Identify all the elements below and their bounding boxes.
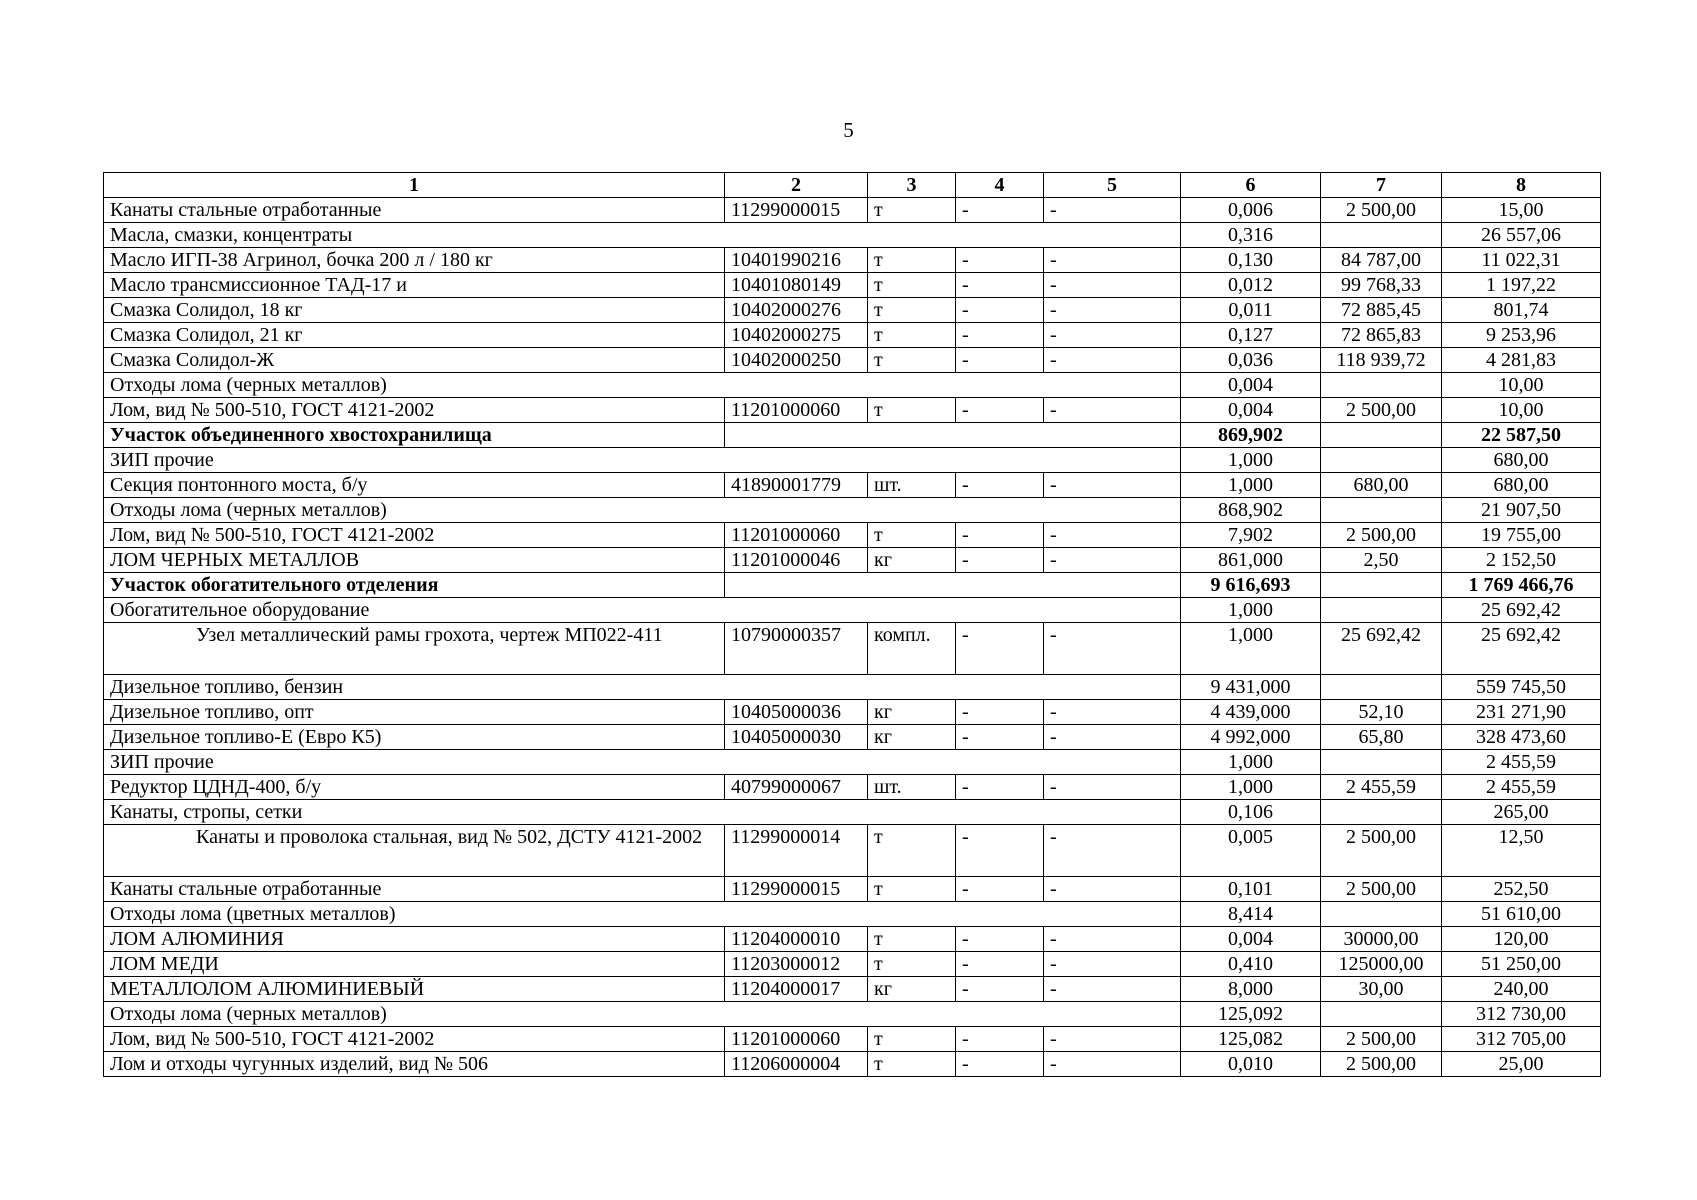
item-price: 2 500,00 — [1321, 398, 1442, 423]
item-quantity: 0,004 — [1181, 398, 1321, 423]
item-quantity: 861,000 — [1181, 548, 1321, 573]
section-merged-empty — [725, 423, 1181, 448]
item-col4: - — [956, 398, 1044, 423]
item-sum: 15,00 — [1442, 198, 1601, 223]
item-unit: т — [868, 825, 956, 877]
item-price: 2 500,00 — [1321, 198, 1442, 223]
item-code: 11204000017 — [725, 977, 868, 1002]
group-row — [104, 223, 1601, 248]
group-quantity: 1,000 — [1181, 750, 1321, 775]
group-name: Дизельное топливо, бензин — [104, 675, 1181, 700]
group-price-empty — [1321, 448, 1442, 473]
group-price-empty — [1321, 373, 1442, 398]
group-row — [104, 498, 1601, 523]
item-code: 10402000250 — [725, 348, 868, 373]
item-price: 65,80 — [1321, 725, 1442, 750]
item-name: ЛОМ МЕДИ — [104, 952, 725, 977]
item-code: 11201000060 — [725, 398, 868, 423]
group-quantity: 0,106 — [1181, 800, 1321, 825]
item-sum: 25 692,42 — [1442, 623, 1601, 675]
item-quantity: 0,006 — [1181, 198, 1321, 223]
item-quantity: 0,127 — [1181, 323, 1321, 348]
group-row — [104, 448, 1601, 473]
section-price-empty — [1321, 573, 1442, 598]
item-code: 10790000357 — [725, 623, 868, 675]
item-quantity: 1,000 — [1181, 775, 1321, 800]
item-name: Узел металлический рамы грохота, чертеж МП022-411 — [104, 623, 725, 675]
item-row — [104, 1052, 1601, 1077]
item-price: 118 939,72 — [1321, 348, 1442, 373]
item-sum: 1 197,22 — [1442, 273, 1601, 298]
item-col5: - — [1044, 700, 1181, 725]
section-merged-empty — [725, 573, 1181, 598]
item-code: 11299000015 — [725, 877, 868, 902]
group-name: Масла, смазки, концентраты — [104, 223, 1181, 248]
item-col5: - — [1044, 198, 1181, 223]
item-unit: т — [868, 348, 956, 373]
item-unit: т — [868, 523, 956, 548]
item-code: 41890001779 — [725, 473, 868, 498]
item-price: 99 768,33 — [1321, 273, 1442, 298]
item-unit: т — [868, 1027, 956, 1052]
item-price: 125000,00 — [1321, 952, 1442, 977]
group-price-empty — [1321, 223, 1442, 248]
item-price: 2 500,00 — [1321, 877, 1442, 902]
item-unit: кг — [868, 700, 956, 725]
group-sum: 26 557,06 — [1442, 223, 1601, 248]
item-price: 84 787,00 — [1321, 248, 1442, 273]
group-name: Отходы лома (черных металлов) — [104, 373, 1181, 398]
item-quantity: 125,082 — [1181, 1027, 1321, 1052]
item-col4: - — [956, 977, 1044, 1002]
item-row — [104, 348, 1601, 373]
item-name: Канаты и проволока стальная, вид № 502, ДСТУ 4121-2002 — [104, 825, 725, 877]
inventory-table — [103, 172, 1601, 1077]
item-code: 11203000012 — [725, 952, 868, 977]
group-price-empty — [1321, 750, 1442, 775]
item-col5: - — [1044, 977, 1181, 1002]
item-col4: - — [956, 273, 1044, 298]
group-price-empty — [1321, 675, 1442, 700]
section-sum: 22 587,50 — [1442, 423, 1601, 448]
item-sum: 312 705,00 — [1442, 1027, 1601, 1052]
group-name: Отходы лома (цветных металлов) — [104, 902, 1181, 927]
item-quantity: 0,005 — [1181, 825, 1321, 877]
item-col4: - — [956, 323, 1044, 348]
item-sum: 11 022,31 — [1442, 248, 1601, 273]
section-name: Участок объединенного хвостохранилища — [104, 423, 725, 448]
item-row — [104, 273, 1601, 298]
item-col5: - — [1044, 248, 1181, 273]
item-col4: - — [956, 725, 1044, 750]
item-sum: 12,50 — [1442, 825, 1601, 877]
item-col4: - — [956, 348, 1044, 373]
item-col4: - — [956, 548, 1044, 573]
item-code: 10402000275 — [725, 323, 868, 348]
item-price: 2 500,00 — [1321, 1027, 1442, 1052]
section-name: Участок обогатительного отделения — [104, 573, 725, 598]
header-cell: 4 — [956, 173, 1044, 198]
item-price: 680,00 — [1321, 473, 1442, 498]
item-col5: - — [1044, 323, 1181, 348]
item-row — [104, 825, 1601, 877]
item-col5: - — [1044, 398, 1181, 423]
item-code: 10401990216 — [725, 248, 868, 273]
item-row — [104, 977, 1601, 1002]
item-row — [104, 927, 1601, 952]
group-quantity: 1,000 — [1181, 448, 1321, 473]
item-unit: т — [868, 198, 956, 223]
item-row — [104, 473, 1601, 498]
group-quantity: 9 431,000 — [1181, 675, 1321, 700]
group-sum: 51 610,00 — [1442, 902, 1601, 927]
group-price-empty — [1321, 498, 1442, 523]
item-sum: 25,00 — [1442, 1052, 1601, 1077]
item-name: Масло трансмиссионное ТАД-17 и — [104, 273, 725, 298]
item-unit: шт. — [868, 473, 956, 498]
item-name: Смазка Солидол, 21 кг — [104, 323, 725, 348]
item-col4: - — [956, 775, 1044, 800]
item-sum: 252,50 — [1442, 877, 1601, 902]
item-name: Редуктор ЦДНД-400, б/у — [104, 775, 725, 800]
header-row — [104, 173, 1601, 198]
section-price-empty — [1321, 423, 1442, 448]
group-quantity: 0,316 — [1181, 223, 1321, 248]
item-col5: - — [1044, 548, 1181, 573]
item-unit: компл. — [868, 623, 956, 675]
item-col5: - — [1044, 273, 1181, 298]
group-price-empty — [1321, 902, 1442, 927]
item-col5: - — [1044, 825, 1181, 877]
item-col5: - — [1044, 877, 1181, 902]
item-row — [104, 775, 1601, 800]
item-price: 72 885,45 — [1321, 298, 1442, 323]
item-name: Смазка Солидол-Ж — [104, 348, 725, 373]
group-sum: 10,00 — [1442, 373, 1601, 398]
item-col4: - — [956, 473, 1044, 498]
item-row — [104, 298, 1601, 323]
item-col5: - — [1044, 523, 1181, 548]
item-row — [104, 548, 1601, 573]
item-unit: т — [868, 323, 956, 348]
group-name: Канаты, стропы, сетки — [104, 800, 1181, 825]
item-col4: - — [956, 523, 1044, 548]
section-row — [104, 423, 1601, 448]
item-sum: 328 473,60 — [1442, 725, 1601, 750]
item-sum: 680,00 — [1442, 473, 1601, 498]
item-quantity: 4 992,000 — [1181, 725, 1321, 750]
item-unit: т — [868, 952, 956, 977]
item-code: 11206000004 — [725, 1052, 868, 1077]
item-sum: 19 755,00 — [1442, 523, 1601, 548]
item-col4: - — [956, 700, 1044, 725]
item-row — [104, 952, 1601, 977]
header-cell: 3 — [868, 173, 956, 198]
group-sum: 2 455,59 — [1442, 750, 1601, 775]
item-price: 30000,00 — [1321, 927, 1442, 952]
item-code: 11299000015 — [725, 198, 868, 223]
item-unit: кг — [868, 977, 956, 1002]
item-col4: - — [956, 877, 1044, 902]
group-row — [104, 598, 1601, 623]
item-name: Масло ИГП-38 Агринол, бочка 200 л / 180 кг — [104, 248, 725, 273]
item-quantity: 0,011 — [1181, 298, 1321, 323]
item-col4: - — [956, 1027, 1044, 1052]
item-name: Секция понтонного моста, б/у — [104, 473, 725, 498]
group-quantity: 868,902 — [1181, 498, 1321, 523]
item-name: Канаты стальные отработанные — [104, 877, 725, 902]
header-cell: 1 — [104, 173, 725, 198]
item-name: ЛОМ ЧЕРНЫХ МЕТАЛЛОВ — [104, 548, 725, 573]
group-sum: 559 745,50 — [1442, 675, 1601, 700]
item-code: 11201000046 — [725, 548, 868, 573]
item-quantity: 0,410 — [1181, 952, 1321, 977]
item-price: 2 455,59 — [1321, 775, 1442, 800]
group-quantity: 8,414 — [1181, 902, 1321, 927]
item-row — [104, 523, 1601, 548]
item-sum: 231 271,90 — [1442, 700, 1601, 725]
item-quantity: 7,902 — [1181, 523, 1321, 548]
item-code: 10405000030 — [725, 725, 868, 750]
item-row — [104, 398, 1601, 423]
item-col4: - — [956, 248, 1044, 273]
item-row — [104, 725, 1601, 750]
item-col5: - — [1044, 725, 1181, 750]
item-code: 11201000060 — [725, 523, 868, 548]
item-code: 10402000276 — [725, 298, 868, 323]
group-row — [104, 902, 1601, 927]
item-col4: - — [956, 1052, 1044, 1077]
item-row — [104, 1027, 1601, 1052]
item-row — [104, 323, 1601, 348]
item-col5: - — [1044, 927, 1181, 952]
item-price: 52,10 — [1321, 700, 1442, 725]
group-row — [104, 373, 1601, 398]
item-name: Смазка Солидол, 18 кг — [104, 298, 725, 323]
item-code: 10405000036 — [725, 700, 868, 725]
item-quantity: 8,000 — [1181, 977, 1321, 1002]
group-name: Отходы лома (черных металлов) — [104, 1002, 1181, 1027]
item-col4: - — [956, 927, 1044, 952]
section-quantity: 869,902 — [1181, 423, 1321, 448]
item-sum: 2 455,59 — [1442, 775, 1601, 800]
item-name: Лом, вид № 500-510, ГОСТ 4121-2002 — [104, 523, 725, 548]
item-sum: 9 253,96 — [1442, 323, 1601, 348]
item-price: 2,50 — [1321, 548, 1442, 573]
group-quantity: 1,000 — [1181, 598, 1321, 623]
header-cell: 6 — [1181, 173, 1321, 198]
item-price: 2 500,00 — [1321, 523, 1442, 548]
item-col5: - — [1044, 348, 1181, 373]
group-price-empty — [1321, 800, 1442, 825]
group-sum: 265,00 — [1442, 800, 1601, 825]
item-code: 11299000014 — [725, 825, 868, 877]
section-sum: 1 769 466,76 — [1442, 573, 1601, 598]
item-unit: т — [868, 273, 956, 298]
item-name: Лом и отходы чугунных изделий, вид № 506 — [104, 1052, 725, 1077]
item-quantity: 1,000 — [1181, 623, 1321, 675]
item-unit: шт. — [868, 775, 956, 800]
item-quantity: 0,130 — [1181, 248, 1321, 273]
item-col4: - — [956, 298, 1044, 323]
section-quantity: 9 616,693 — [1181, 573, 1321, 598]
item-quantity: 0,010 — [1181, 1052, 1321, 1077]
group-quantity: 125,092 — [1181, 1002, 1321, 1027]
item-sum: 4 281,83 — [1442, 348, 1601, 373]
item-name: Канаты стальные отработанные — [104, 198, 725, 223]
group-quantity: 0,004 — [1181, 373, 1321, 398]
item-code: 10401080149 — [725, 273, 868, 298]
group-row — [104, 675, 1601, 700]
item-price: 25 692,42 — [1321, 623, 1442, 675]
item-name: Лом, вид № 500-510, ГОСТ 4121-2002 — [104, 1027, 725, 1052]
item-col4: - — [956, 825, 1044, 877]
section-row — [104, 573, 1601, 598]
item-code: 11204000010 — [725, 927, 868, 952]
item-price: 72 865,83 — [1321, 323, 1442, 348]
group-name: ЗИП прочие — [104, 448, 1181, 473]
header-cell: 2 — [725, 173, 868, 198]
item-row — [104, 198, 1601, 223]
group-row — [104, 800, 1601, 825]
item-col5: - — [1044, 623, 1181, 675]
item-unit: т — [868, 1052, 956, 1077]
item-unit: т — [868, 248, 956, 273]
header-cell: 8 — [1442, 173, 1601, 198]
item-price: 2 500,00 — [1321, 825, 1442, 877]
table-body — [104, 198, 1601, 1077]
item-sum: 10,00 — [1442, 398, 1601, 423]
header-cell: 5 — [1044, 173, 1181, 198]
group-row — [104, 1002, 1601, 1027]
item-col4: - — [956, 198, 1044, 223]
item-row — [104, 700, 1601, 725]
item-sum: 240,00 — [1442, 977, 1601, 1002]
item-col4: - — [956, 952, 1044, 977]
item-quantity: 4 439,000 — [1181, 700, 1321, 725]
group-name: Отходы лома (черных металлов) — [104, 498, 1181, 523]
group-sum: 25 692,42 — [1442, 598, 1601, 623]
item-sum: 51 250,00 — [1442, 952, 1601, 977]
item-price: 2 500,00 — [1321, 1052, 1442, 1077]
item-price: 30,00 — [1321, 977, 1442, 1002]
item-quantity: 0,012 — [1181, 273, 1321, 298]
item-sum: 801,74 — [1442, 298, 1601, 323]
item-code: 40799000067 — [725, 775, 868, 800]
item-quantity: 0,004 — [1181, 927, 1321, 952]
item-quantity: 1,000 — [1181, 473, 1321, 498]
group-row — [104, 750, 1601, 775]
item-col5: - — [1044, 473, 1181, 498]
item-name: Лом, вид № 500-510, ГОСТ 4121-2002 — [104, 398, 725, 423]
item-name: Дизельное топливо, опт — [104, 700, 725, 725]
item-row — [104, 877, 1601, 902]
group-sum: 680,00 — [1442, 448, 1601, 473]
header-cell: 7 — [1321, 173, 1442, 198]
item-sum: 2 152,50 — [1442, 548, 1601, 573]
item-name: Дизельное топливо-Е (Евро К5) — [104, 725, 725, 750]
item-col5: - — [1044, 775, 1181, 800]
item-quantity: 0,101 — [1181, 877, 1321, 902]
item-unit: т — [868, 877, 956, 902]
item-name: ЛОМ АЛЮМИНИЯ — [104, 927, 725, 952]
item-unit: кг — [868, 725, 956, 750]
item-name: МЕТАЛЛОЛОМ АЛЮМИНИЕВЫЙ — [104, 977, 725, 1002]
group-name: ЗИП прочие — [104, 750, 1181, 775]
group-sum: 312 730,00 — [1442, 1002, 1601, 1027]
item-col4: - — [956, 623, 1044, 675]
group-price-empty — [1321, 1002, 1442, 1027]
item-unit: кг — [868, 548, 956, 573]
item-sum: 120,00 — [1442, 927, 1601, 952]
page-number: 5 — [843, 118, 854, 142]
item-col5: - — [1044, 1027, 1181, 1052]
item-row — [104, 248, 1601, 273]
item-col5: - — [1044, 952, 1181, 977]
item-code: 11201000060 — [725, 1027, 868, 1052]
item-row — [104, 623, 1601, 675]
group-price-empty — [1321, 598, 1442, 623]
item-col5: - — [1044, 1052, 1181, 1077]
item-col5: - — [1044, 298, 1181, 323]
item-unit: т — [868, 927, 956, 952]
group-name: Обогатительное оборудование — [104, 598, 1181, 623]
item-unit: т — [868, 398, 956, 423]
group-sum: 21 907,50 — [1442, 498, 1601, 523]
item-quantity: 0,036 — [1181, 348, 1321, 373]
item-unit: т — [868, 298, 956, 323]
